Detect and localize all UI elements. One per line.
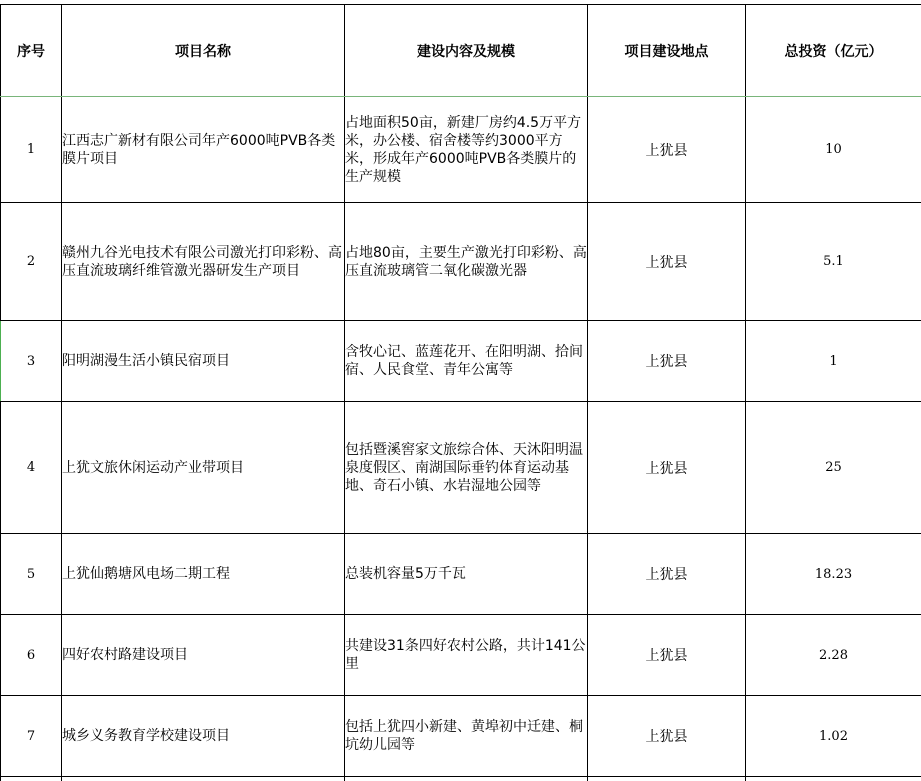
cell-location[interactable]: 上犹县	[588, 402, 746, 534]
header-location[interactable]: 项目建设地点	[588, 5, 746, 97]
cell-name[interactable]: 上犹文旅休闲运动产业带项目	[62, 402, 345, 534]
header-name[interactable]: 项目名称	[62, 5, 345, 97]
empty-cell[interactable]	[746, 777, 921, 781]
cell-investment[interactable]: 5.1	[746, 203, 921, 321]
header-row	[1, 5, 921, 97]
empty-cell[interactable]	[345, 777, 588, 781]
cell-content[interactable]: 含牧心记、蓝莲花开、在阳明湖、拾间宿、人民食堂、青年公寓等	[345, 321, 588, 402]
cell-no[interactable]: 3	[1, 321, 62, 402]
cell-name[interactable]: 四好农村路建设项目	[62, 615, 345, 696]
cell-no[interactable]: 4	[1, 402, 62, 534]
table-row	[1, 203, 921, 321]
empty-cell[interactable]	[62, 777, 345, 781]
cell-no[interactable]: 2	[1, 203, 62, 321]
cell-content[interactable]: 包括上犹四小新建、黄埠初中迁建、桐坑幼儿园等	[345, 696, 588, 777]
cell-location[interactable]: 上犹县	[588, 321, 746, 402]
empty-cell[interactable]	[588, 777, 746, 781]
header-content[interactable]: 建设内容及规模	[345, 5, 588, 97]
cell-location[interactable]: 上犹县	[588, 97, 746, 203]
project-table	[0, 4, 921, 781]
cell-name[interactable]: 阳明湖漫生活小镇民宿项目	[62, 321, 345, 402]
cell-content[interactable]: 共建设31条四好农村公路，共计141公里	[345, 615, 588, 696]
header-investment[interactable]: 总投资（亿元）	[746, 5, 921, 97]
cell-investment[interactable]: 25	[746, 402, 921, 534]
cell-location[interactable]: 上犹县	[588, 615, 746, 696]
cell-name[interactable]: 江西志广新材有限公司年产6000吨PVB各类膜片项目	[62, 97, 345, 203]
table-row	[1, 321, 921, 402]
cell-location[interactable]: 上犹县	[588, 534, 746, 615]
table-row	[1, 696, 921, 777]
table-row	[1, 97, 921, 203]
cell-content[interactable]: 总装机容量5万千瓦	[345, 534, 588, 615]
cell-no[interactable]: 7	[1, 696, 62, 777]
cell-location[interactable]: 上犹县	[588, 696, 746, 777]
table-row	[1, 402, 921, 534]
table-row	[1, 615, 921, 696]
cell-investment[interactable]: 10	[746, 97, 921, 203]
cell-name[interactable]: 城乡义务教育学校建设项目	[62, 696, 345, 777]
cell-name[interactable]: 上犹仙鹅塘风电场二期工程	[62, 534, 345, 615]
cell-investment[interactable]: 18.23	[746, 534, 921, 615]
cell-location[interactable]: 上犹县	[588, 203, 746, 321]
cell-investment[interactable]: 1	[746, 321, 921, 402]
cell-content[interactable]: 占地面积50亩，新建厂房约4.5万平方米，办公楼、宿舍楼等约3000平方米，形成年产6000吨PVB各类膜片的生产规模	[345, 97, 588, 203]
empty-cell[interactable]	[1, 777, 62, 781]
cell-no[interactable]: 5	[1, 534, 62, 615]
cell-name[interactable]: 赣州九谷光电技术有限公司激光打印彩粉、高压直流玻璃纤维管激光器研发生产项目	[62, 203, 345, 321]
cell-investment[interactable]: 1.02	[746, 696, 921, 777]
table-row-empty	[1, 777, 921, 781]
cell-no[interactable]: 6	[1, 615, 62, 696]
cell-content[interactable]: 占地80亩，主要生产激光打印彩粉、高压直流玻璃管二氧化碳激光器	[345, 203, 588, 321]
cell-no[interactable]: 1	[1, 97, 62, 203]
table-row	[1, 534, 921, 615]
cell-investment[interactable]: 2.28	[746, 615, 921, 696]
header-no[interactable]: 序号	[1, 5, 62, 97]
cell-content[interactable]: 包括暨溪窖家文旅综合体、天沐阳明温泉度假区、南湖国际垂钓体育运动基地、奇石小镇、水岩湿地公园等	[345, 402, 588, 534]
